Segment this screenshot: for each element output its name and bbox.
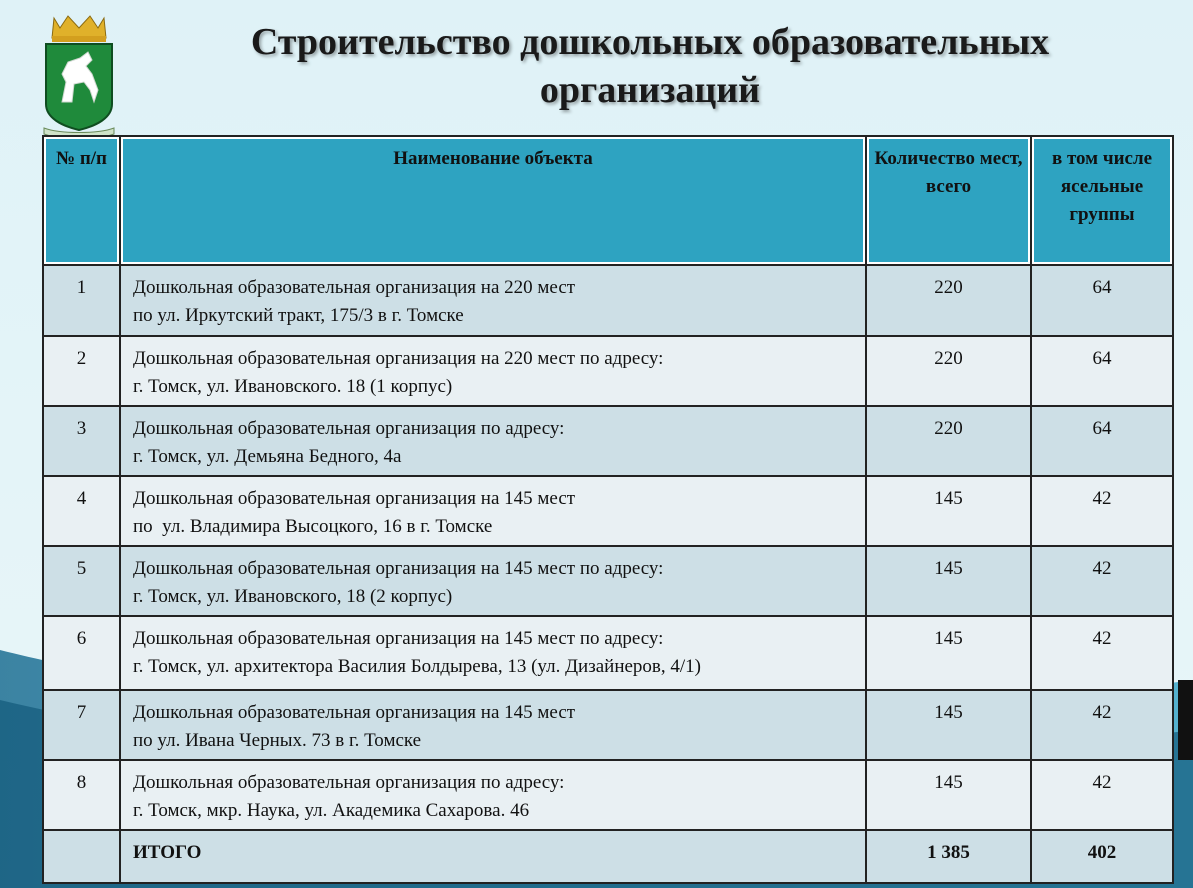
row-number: 1 [43, 265, 120, 336]
table-total-row [43, 830, 1173, 883]
table-row [43, 616, 1173, 690]
object-address-line: по ул. Иркутский тракт, 175/3 в г. Томске [133, 305, 464, 326]
object-address-line: г. Томск, ул. Демьяна Бедного, 4а [133, 446, 402, 467]
object-address-line: г. Томск, мкр. Наука, ул. Академика Сахарова. 46 [133, 800, 530, 821]
total-row-number [43, 830, 120, 883]
row-number: 4 [43, 476, 120, 546]
object-name-line: Дошкольная образовательная организация на 145 мест [133, 702, 576, 723]
total-places: 145 [866, 476, 1031, 546]
object-name-line: Дошкольная образовательная организация на 145 мест [133, 488, 576, 509]
total-places: 145 [866, 616, 1031, 690]
header-nursery-groups: в том числе ясельные группы [1031, 136, 1173, 265]
nursery-places: 42 [1031, 690, 1173, 760]
total-places: 220 [866, 336, 1031, 406]
object-address-line: г. Томск, ул. Ивановского. 18 (1 корпус) [133, 376, 453, 397]
object-name [120, 690, 866, 760]
nursery-places: 42 [1031, 546, 1173, 616]
row-number: 2 [43, 336, 120, 406]
object-address-line: по ул. Ивана Черных. 73 в г. Томске [133, 730, 422, 751]
object-name-line: Дошкольная образовательная организация на 220 мест по адресу: [133, 348, 664, 369]
slide-title: Строительство дошкольных образовательных организаций [250, 21, 1050, 111]
nursery-places: 64 [1031, 265, 1173, 336]
total-places: 220 [866, 265, 1031, 336]
table-header-row [43, 136, 1173, 265]
total-label: ИТОГО [120, 830, 866, 883]
nursery-places: 42 [1031, 616, 1173, 690]
nursery-places: 42 [1031, 760, 1173, 830]
kindergarten-construction-table [42, 135, 1174, 884]
header-total-places: Количество мест, всего [866, 136, 1031, 265]
object-name [120, 616, 866, 690]
row-number: 7 [43, 690, 120, 760]
total-places-sum: 1 385 [866, 830, 1031, 883]
total-places: 145 [866, 546, 1031, 616]
nursery-places: 64 [1031, 336, 1173, 406]
object-name [120, 336, 866, 406]
table-row [43, 406, 1173, 476]
table-row [43, 760, 1173, 830]
object-name [120, 546, 866, 616]
row-number: 3 [43, 406, 120, 476]
object-address-line: по ул. Владимира Высоцкого, 16 в г. Томске [133, 516, 493, 537]
nursery-places: 64 [1031, 406, 1173, 476]
object-name-line: Дошкольная образовательная организация на 220 мест [133, 277, 576, 298]
object-name-line: Дошкольная образовательная организация по адресу: [133, 772, 565, 793]
object-name [120, 476, 866, 546]
object-address-line: г. Томск, ул. Ивановского, 18 (2 корпус) [133, 586, 453, 607]
header-object-name: Наименование объекта [120, 136, 866, 265]
table-row [43, 265, 1173, 336]
table-row [43, 690, 1173, 760]
object-name [120, 406, 866, 476]
object-name-line: Дошкольная образовательная организация на 145 мест по адресу: [133, 628, 664, 649]
object-address-line: г. Томск, ул. архитектора Василия Болдырева, 13 (ул. Дизайнеров, 4/1) [133, 656, 701, 677]
object-name [120, 760, 866, 830]
nursery-places: 42 [1031, 476, 1173, 546]
row-number: 8 [43, 760, 120, 830]
row-number: 5 [43, 546, 120, 616]
total-places: 145 [866, 690, 1031, 760]
table-row [43, 336, 1173, 406]
tomsk-coat-of-arms-icon [40, 12, 118, 136]
object-name-line: Дошкольная образовательная организация по адресу: [133, 418, 565, 439]
object-name [120, 265, 866, 336]
total-places: 145 [866, 760, 1031, 830]
header-number: № п/п [43, 136, 120, 265]
table-row [43, 546, 1173, 616]
table-row [43, 476, 1173, 546]
object-name-line: Дошкольная образовательная организация на 145 мест по адресу: [133, 558, 664, 579]
row-number: 6 [43, 616, 120, 690]
total-nursery-sum: 402 [1031, 830, 1173, 883]
total-places: 220 [866, 406, 1031, 476]
